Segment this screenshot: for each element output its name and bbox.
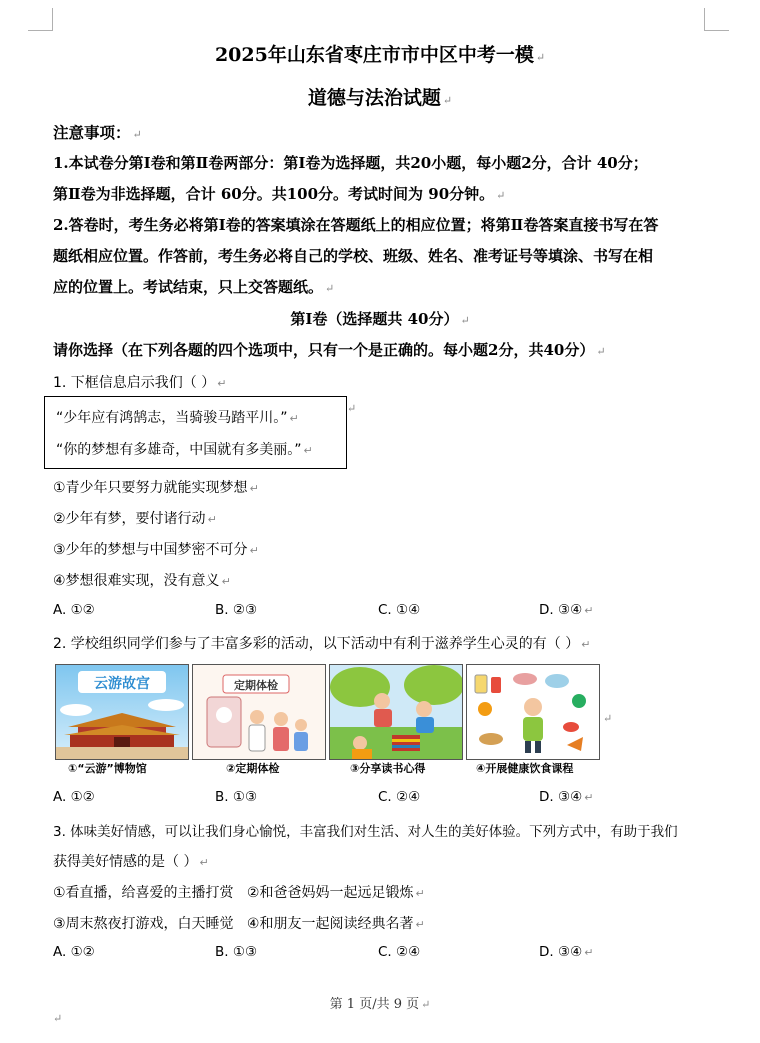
paragraph-mark-icon: ↵ [221,575,231,588]
paragraph-mark-icon: ↵ [581,638,591,651]
statement-item: ①青少年只要努力就能实现梦想 ↵ [53,480,259,496]
svg-text:定期体检: 定期体检 [234,679,278,692]
section-title: 第Ⅰ卷（选择题共 40分） ↵ [290,310,470,328]
reading-icon [330,665,462,759]
paragraph-mark-icon: ↵ [199,856,209,869]
answer-option-c[interactable]: C. ②④ [378,789,421,805]
section-instruction: 请你选择（在下列各题的四个选项中，只有一个是正确的。每小题2分，共40分） ↵ [53,341,606,359]
paragraph-mark-icon: ↵ [415,887,425,900]
answer-option-c[interactable]: C. ②④ [378,944,421,960]
answer-option-a[interactable]: A. ①② [53,789,95,805]
museum-picture [55,664,189,760]
paragraph-mark-icon: ↵ [53,1012,63,1025]
paragraph-mark-icon: ↵ [496,189,506,202]
quote-line: “少年应有鸿鹄志，当骑骏马踏平川。” ↵ [56,410,299,426]
paragraph-mark-icon: ↵ [249,544,259,557]
paragraph-mark-icon: ↵ [249,482,259,495]
notice-line: 第Ⅱ卷为非选择题，合计 60分。共100分。考试时间为 90分钟。 ↵ [53,185,506,203]
picture-caption: ③分享读书心得 [350,762,426,775]
notice-line: 2.答卷时，考生务必将第Ⅰ卷的答案填涂在答题纸上的相应位置；将第Ⅱ卷答案直接书写在答 [53,216,659,234]
paragraph-mark-icon: ↵ [303,444,313,457]
statement-item: ③周末熬夜打游戏，白天睡觉 ④和朋友一起阅读经典名著 ↵ [53,916,425,932]
statement-item: ③少年的梦想与中国梦密不可分 ↵ [53,542,259,558]
food-icon [467,665,599,759]
notice-line: 应的位置上。考试结束，只上交答题纸。 ↵ [53,278,335,296]
reading-picture [329,664,463,760]
answer-option-d[interactable]: D. ③④ ↵ [539,602,594,618]
paragraph-mark-icon: ↵ [347,402,357,415]
page-corner-mark [704,8,729,31]
notice-line: 题纸相应位置。作答前，考生务必将自己的学校、班级、姓名、准考证号等填涂、书写在相 [53,247,654,265]
paragraph-mark-icon: ↵ [217,377,227,390]
answer-option-b[interactable]: B. ①③ [215,944,258,960]
answer-option-d[interactable]: D. ③④ ↵ [539,944,594,960]
document-subtitle: 道德与法治试题 ↵ [307,87,453,109]
healthy-food-picture [466,664,600,760]
paragraph-mark-icon: ↵ [584,791,594,804]
paragraph-mark-icon: ↵ [535,51,546,64]
paragraph-mark-icon: ↵ [325,282,335,295]
paragraph-mark-icon: ↵ [421,998,431,1011]
statement-item: ④梦想很难实现，没有意义 ↵ [53,573,231,589]
statement-item: ①看直播，给喜爱的主播打赏 ②和爸爸妈妈一起远足锻炼 ↵ [53,885,425,901]
question-3-stem: 3. 体味美好情感，可以让我们身心愉悦，丰富我们对生活、对人生的美好体验。下列方式中，有助于我们 [53,824,678,840]
paragraph-mark-icon: ↵ [289,412,299,425]
paragraph-mark-icon: ↵ [460,314,470,327]
picture-caption: ④开展健康饮食课程 [476,762,574,775]
paragraph-mark-icon: ↵ [596,345,606,358]
notice-line: 1.本试卷分第Ⅰ卷和第Ⅱ卷两部分：第Ⅰ卷为选择题，共20小题，每小题2分，合计 40分； [53,154,648,172]
palace-icon [56,665,188,759]
question-2-stem: 2. 学校组织同学们参与了丰富多彩的活动，以下活动中有利于滋养学生心灵的有（ ） ↵ [53,636,591,652]
notice-heading: 注意事项： ↵ [53,123,142,142]
picture-caption: ②定期体检 [226,762,280,775]
question-1-stem: 1. 下框信息启示我们（ ） ↵ [53,375,227,391]
picture-caption: ①“云游”博物馆 [68,762,147,775]
checkup-picture [192,664,326,760]
statement-item: ②少年有梦，要付诸行动 ↵ [53,511,217,527]
paragraph-mark-icon: ↵ [603,712,613,725]
paragraph-mark-icon: ↵ [207,513,217,526]
paragraph-mark-icon: ↵ [415,918,425,931]
page-corner-mark [28,8,53,31]
checkup-icon [193,665,325,759]
answer-option-a[interactable]: A. ①② [53,602,95,618]
question-3-stem: 获得美好情感的是（ ） ↵ [53,854,209,870]
svg-text:云游故宫: 云游故宫 [94,676,150,692]
paragraph-mark-icon: ↵ [584,604,594,617]
document-title: 2025年山东省枣庄市市中区中考一模 ↵ [214,44,546,66]
answer-option-c[interactable]: C. ①④ [378,602,421,618]
paragraph-mark-icon: ↵ [442,94,453,107]
answer-option-b[interactable]: B. ①③ [215,789,258,805]
answer-option-a[interactable]: A. ①② [53,944,95,960]
paragraph-mark-icon: ↵ [132,128,142,141]
answer-option-d[interactable]: D. ③④ ↵ [539,789,594,805]
answer-option-b[interactable]: B. ②③ [215,602,258,618]
page-footer: 第 1 页/共 9 页 ↵ [329,997,431,1012]
paragraph-mark-icon: ↵ [584,946,594,959]
quote-line: “你的梦想有多雄奇，中国就有多美丽。” ↵ [56,442,313,458]
